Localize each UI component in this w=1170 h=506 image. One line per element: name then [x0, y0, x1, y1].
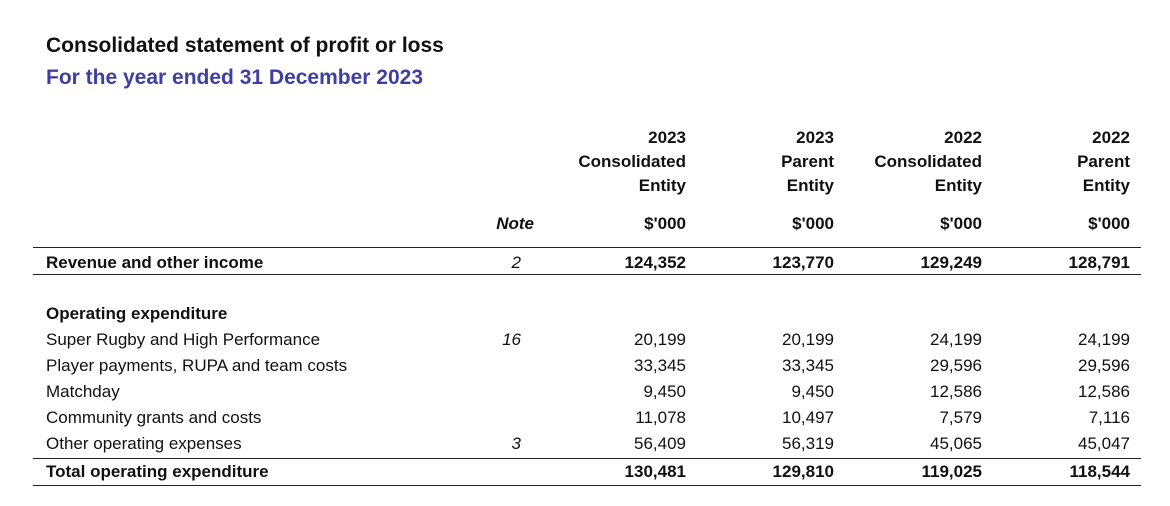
cell-value: 7,579: [939, 408, 982, 427]
column-entity-type: Parent: [1077, 152, 1130, 171]
row-note: 2: [511, 253, 521, 272]
cell-value: 45,047: [1078, 434, 1130, 453]
total-bottom-rule: [33, 485, 1141, 486]
cell-value: 124,352: [624, 253, 686, 272]
column-entity: Entity: [934, 176, 982, 195]
cell-value: 12,586: [930, 382, 982, 401]
cell-value: 7,116: [1088, 408, 1130, 427]
cell-value: 10,497: [782, 408, 834, 427]
column-unit: $'000: [1088, 214, 1130, 233]
cell-value: 11,078: [635, 408, 686, 427]
table-row: [0, 353, 1170, 379]
column-year: 2022: [944, 128, 982, 147]
cell-value: 29,596: [930, 356, 982, 375]
cell-value: 9,450: [643, 382, 686, 401]
statement-subtitle: For the year ended 31 December 2023: [46, 66, 424, 89]
total-row: [0, 459, 1170, 485]
cell-value: 9,450: [791, 382, 834, 401]
cell-value: 12,586: [1078, 382, 1130, 401]
cell-value: 29,596: [1078, 356, 1130, 375]
cell-value: 56,319: [782, 434, 834, 453]
column-unit: $'000: [792, 214, 834, 233]
cell-value: 118,544: [1069, 462, 1130, 481]
column-year: 2023: [796, 128, 834, 147]
table-row: [0, 431, 1170, 457]
revenue-rule: [33, 274, 1141, 275]
section-heading: [0, 301, 1170, 327]
statement-title: Consolidated statement of profit or loss: [46, 34, 444, 57]
column-year: 2022: [1092, 128, 1130, 147]
header-rule: [33, 247, 1141, 248]
section-heading-label: Operating expenditure: [46, 304, 228, 323]
row-label: Revenue and other income: [46, 253, 264, 272]
column-entity-type: Consolidated: [874, 152, 982, 171]
row-note: 16: [502, 330, 521, 349]
row-label: Super Rugby and High Performance: [46, 330, 321, 349]
cell-value: 128,791: [1068, 253, 1130, 272]
cell-value: 129,810: [772, 462, 834, 481]
cell-value: 129,249: [920, 253, 982, 272]
column-header-2022-consolidated: [850, 126, 982, 236]
column-header-2023-consolidated: [560, 126, 686, 236]
cell-value: 123,770: [772, 253, 834, 272]
note-column-header: Note: [496, 214, 534, 233]
row-label: Total operating expenditure: [46, 462, 269, 481]
column-entity: Entity: [786, 176, 834, 195]
column-unit: $'000: [644, 214, 686, 233]
cell-value: 119,025: [921, 462, 982, 481]
cell-value: 56,409: [634, 434, 686, 453]
column-unit: $'000: [940, 214, 982, 233]
table-row: [0, 405, 1170, 431]
cell-value: 20,199: [634, 330, 686, 349]
column-header-2023-parent: [706, 126, 834, 236]
cell-value: 33,345: [782, 356, 834, 375]
cell-value: 24,199: [1078, 330, 1130, 349]
column-entity: Entity: [638, 176, 686, 195]
cell-value: 24,199: [930, 330, 982, 349]
column-year: 2023: [648, 128, 686, 147]
table-row: [0, 379, 1170, 405]
column-entity: Entity: [1082, 176, 1130, 195]
cell-value: 130,481: [624, 462, 686, 481]
row-label: Player payments, RUPA and team costs: [46, 356, 348, 375]
column-header-2022-parent: [1000, 126, 1130, 236]
row-label: Other operating expenses: [46, 434, 242, 453]
revenue-row: [0, 250, 1170, 276]
row-note: 3: [511, 434, 521, 453]
column-entity-type: Parent: [781, 152, 834, 171]
table-row: [0, 327, 1170, 353]
cell-value: 33,345: [634, 356, 686, 375]
row-label: Community grants and costs: [46, 408, 262, 427]
column-entity-type: Consolidated: [578, 152, 686, 171]
cell-value: 20,199: [782, 330, 834, 349]
row-label: Matchday: [46, 382, 120, 401]
cell-value: 45,065: [930, 434, 982, 453]
